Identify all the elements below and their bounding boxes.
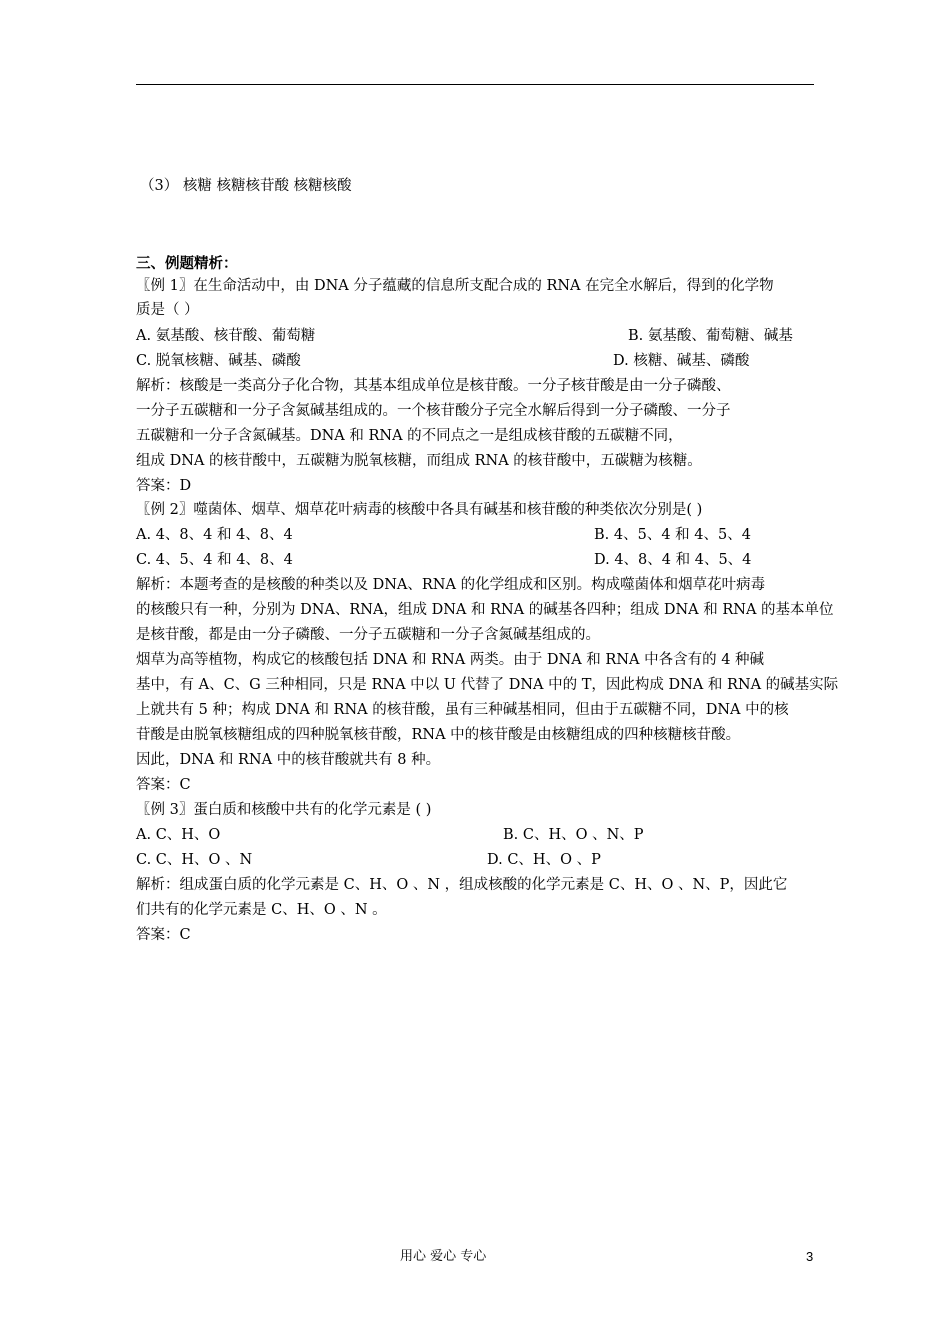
section-heading: 三、例题精析： xyxy=(136,255,238,272)
example2-explanation-line5: 基中，有 A、C、G 三种相同，只是 RNA 中以 U 代替了 DNA 中的 T，因此构成 DNA 和 RNA 的碱基实际 xyxy=(136,677,839,693)
example2-explanation-line6: 上就共有 5 种；构成 DNA 和 RNA 的核苷酸，虽有三种碱基相同，但由于五碳糖不同，DNA 中的核 xyxy=(136,702,789,718)
example1-question-line1: 〖例 1〗在生命活动中，由 DNA 分子蕴藏的信息所支配合成的 RNA 在完全水解后，得到的化学物 xyxy=(136,278,774,294)
example2-option-c: C. 4、5、4 和 4、8、4 xyxy=(136,552,293,568)
example3-option-b: B. C、H、O 、N、P xyxy=(503,827,644,843)
example3-option-c: C. C、H、O 、N xyxy=(136,852,253,868)
example3-answer: 答案：C xyxy=(136,927,191,943)
footer-motto: 用心 爱心 专心 xyxy=(400,1249,487,1264)
example1-explanation-line2: 一分子五碳糖和一分子含氮碱基组成的。一个核苷酸分子完全水解后得到一分子磷酸、一分子 xyxy=(136,403,731,419)
page-number: 3 xyxy=(806,1249,814,1264)
header-rule xyxy=(136,84,814,85)
example2-question: 〖例 2〗噬菌体、烟草、烟草花叶病毒的核酸中各具有碱基和核苷酸的种类依次分别是( ) xyxy=(136,502,703,518)
example1-option-b: B. 氨基酸、葡萄糖、碱基 xyxy=(628,328,793,344)
item-3-answer: （3） 核糖 核糖核苷酸 核糖核酸 xyxy=(140,178,352,194)
example2-explanation-line7: 苷酸是由脱氧核糖组成的四种脱氧核苷酸，RNA 中的核苷酸是由核糖组成的四种核糖核苷酸。 xyxy=(136,727,741,743)
example2-explanation-line8: 因此，DNA 和 RNA 中的核苷酸就共有 8 种。 xyxy=(136,752,441,768)
example2-option-a: A. 4、8、4 和 4、8、4 xyxy=(136,527,293,543)
example3-explanation-line1: 解析：组成蛋白质的化学元素是 C、H、O 、N ，组成核酸的化学元素是 C、H、O 、N、P，因此它 xyxy=(136,877,788,893)
example1-explanation-line4: 组成 DNA 的核苷酸中，五碳糖为脱氧核糖，而组成 RNA 的核苷酸中，五碳糖为核糖。 xyxy=(136,453,702,469)
example3-option-d: D. C、H、O 、P xyxy=(487,852,601,868)
example1-option-c: C. 脱氧核糖、碱基、磷酸 xyxy=(136,353,301,369)
example1-explanation-line3: 五碳糖和一分子含氮碱基。DNA 和 RNA 的不同点之一是组成核苷酸的五碳糖不同， xyxy=(136,428,683,444)
example1-option-a: A. 氨基酸、核苷酸、葡萄糖 xyxy=(136,328,316,344)
example1-question-line2: 质是（ ） xyxy=(136,302,199,318)
example2-answer: 答案：C xyxy=(136,777,191,793)
example3-question: 〖例 3〗蛋白质和核酸中共有的化学元素是 ( ) xyxy=(136,802,432,818)
example2-explanation-line2: 的核酸只有一种，分别为 DNA、RNA，组成 DNA 和 RNA 的碱基各四种；组成 DNA 和 RNA 的基本单位 xyxy=(136,602,834,618)
example3-option-a: A. C、H、O xyxy=(136,827,221,843)
example1-explanation-line1: 解析：核酸是一类高分子化合物，其基本组成单位是核苷酸。一分子核苷酸是由一分子磷酸、 xyxy=(136,378,731,394)
example2-explanation-line4: 烟草为高等植物，构成它的核酸包括 DNA 和 RNA 两类。由于 DNA 和 RNA 中各含有的 4 种碱 xyxy=(136,652,765,668)
example2-option-b: B. 4、5、4 和 4、5、4 xyxy=(594,527,751,543)
example3-explanation-line2: 们共有的化学元素是 C、H、O 、N 。 xyxy=(136,902,387,918)
example2-explanation-line1: 解析：本题考查的是核酸的种类以及 DNA、RNA 的化学组成和区别。构成噬菌体和烟草花叶病毒 xyxy=(136,577,766,593)
example2-option-d: D. 4、8、4 和 4、5、4 xyxy=(594,552,752,568)
example2-explanation-line3: 是核苷酸，都是由一分子磷酸、一分子五碳糖和一分子含氮碱基组成的。 xyxy=(136,627,600,643)
example1-answer: 答案：D xyxy=(136,478,192,494)
example1-option-d: D. 核糖、碱基、磷酸 xyxy=(613,353,750,369)
